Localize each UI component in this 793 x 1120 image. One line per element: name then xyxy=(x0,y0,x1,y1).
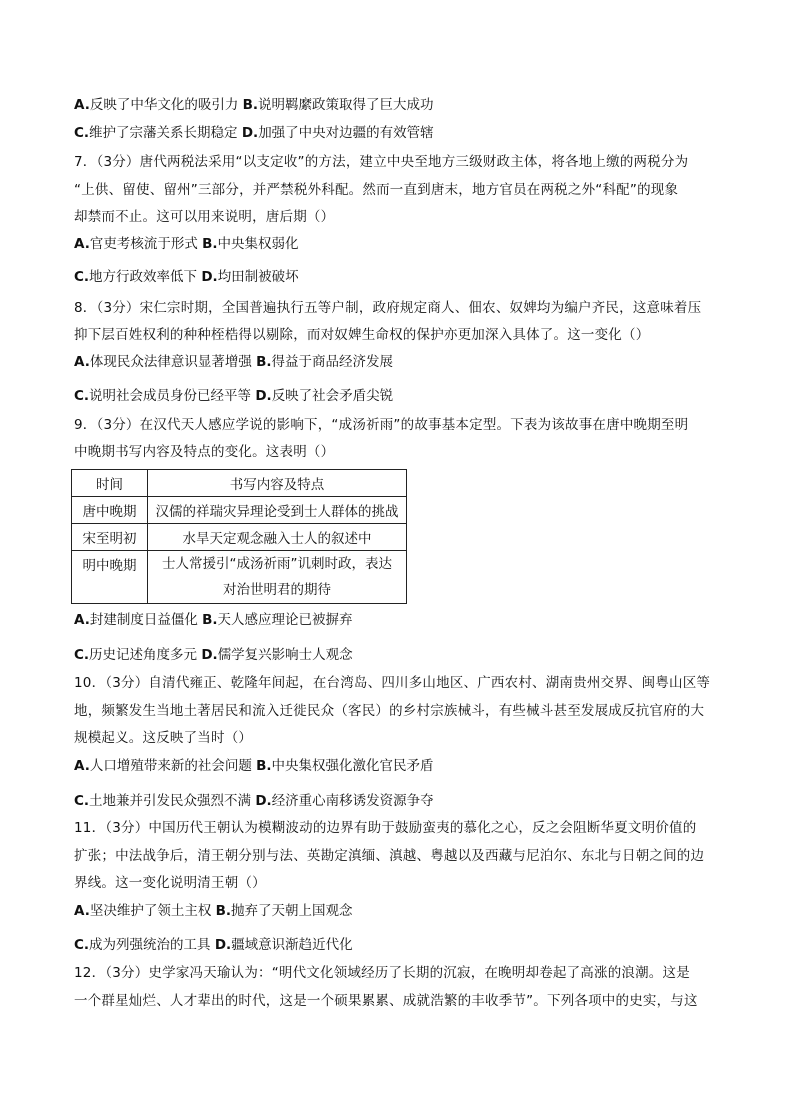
q10-stem-line2: 地，频繁发生当地土著居民和流入迁徙民众（客民）的乡村宗族械斗，有些械斗甚至发展成反抗官府的大 xyxy=(74,703,705,719)
q11-option-d: 疆域意识渐趋近代化 xyxy=(231,937,353,953)
q10-option-c: 土地兼并引发民众强烈不满 xyxy=(89,793,252,809)
q7-option-c: 地方行政效率低下 xyxy=(89,269,198,285)
q9-option-b: 天人感应理论已被摒弃 xyxy=(217,612,353,628)
q11-option-b: 抛弃了天朝上国观念 xyxy=(231,903,353,919)
q9-option-c: 历史记述角度多元 xyxy=(89,647,198,663)
q10-options-cd xyxy=(74,791,724,811)
q9-option-a: 封建制度日益僵化 xyxy=(89,612,198,628)
q11-options-cd xyxy=(74,935,724,955)
q7-option-a: 官吏考核流于形式 xyxy=(89,236,198,252)
q8-options-cd xyxy=(74,386,724,406)
q10-stem-line3: 规模起义。这反映了当时（） xyxy=(74,730,253,746)
q11-option-a-label: A. xyxy=(74,903,90,919)
q9-option-a-label: A. xyxy=(74,612,90,628)
table-cell-content-line1: 士人常援引“成汤祈雨”讥刺时政，表达 xyxy=(162,556,392,572)
q7-options-ab xyxy=(74,234,724,254)
q10-option-d-label: D. xyxy=(255,793,272,809)
q6-option-b: 说明羁縻政策取得了巨大成功 xyxy=(258,97,434,113)
q8-stem-line1: 8．（3分）宋仁宗时期，全国普遍执行五等户制，政府规定商人、佃农、奴婢均为编户齐民，这意味着压 xyxy=(74,300,702,316)
q6-option-d: 加强了中央对边疆的有效管辖 xyxy=(258,125,434,141)
q9-option-c-label: C. xyxy=(74,647,90,663)
q11-option-d-label: D. xyxy=(214,937,232,953)
q11-stem-line3: 界线。这一变化说明清王朝（） xyxy=(74,875,266,891)
q8-option-b: 得益于商品经济发展 xyxy=(271,354,394,370)
q10-option-b: 中央集权强化激化官民矛盾 xyxy=(271,758,434,774)
q10-option-d: 经济重心南移诱发资源争夺 xyxy=(271,793,434,809)
q7-options-cd xyxy=(74,267,724,287)
q9-table xyxy=(71,469,407,604)
q6-option-a: 反映了中华文化的吸引力 xyxy=(89,97,239,113)
table-cell-period: 宋至明初 xyxy=(72,524,148,551)
q7-option-d: 均田制被破坏 xyxy=(217,269,299,285)
q8-options-ab xyxy=(74,352,724,372)
table-cell-period: 明中晚期 xyxy=(72,551,148,604)
q7-option-c-label: C. xyxy=(74,269,90,285)
q9-options-ab xyxy=(74,610,724,630)
q12-stem-line1: 12．（3分）史学家冯天瑜认为：“明代文化领域经历了长期的沉寂，在晚明却卷起了高涨的浪潮。这是 xyxy=(74,965,690,981)
q10-option-a-label: A. xyxy=(74,758,90,774)
q9-option-d-label: D. xyxy=(201,647,218,663)
table-header-time: 时间 xyxy=(72,470,148,497)
table-cell-period: 唐中晚期 xyxy=(72,497,148,524)
q9-stem-line1: 9．（3分）在汉代天人感应学说的影响下，“成汤祈雨”的故事基本定型。下表为该故事在唐中晚期至明 xyxy=(74,417,689,433)
q11-option-c-label: C. xyxy=(74,937,90,953)
q7-stem-line1: 7．（3分）唐代两税法采用“以支定收”的方法，建立中央至地方三级财政主体，将各地上缴的两税分为 xyxy=(74,154,689,170)
table-row xyxy=(72,524,407,551)
q8-option-a: 体现民众法律意识显著增强 xyxy=(89,354,252,370)
q7-option-d-label: D. xyxy=(201,269,218,285)
q11-stem-line1: 11．（3分）中国历代王朝认为模糊波动的边界有助于鼓励蛮夷的慕化之心，反之会阻断华夏文明价值的 xyxy=(74,820,697,836)
table-header-content: 书写内容及特点 xyxy=(148,470,407,497)
q10-stem-line1: 10．（3分）自清代雍正、乾隆年间起，在台湾岛、四川多山地区、广西农村、湖南贵州交界、闽粤山区等 xyxy=(74,675,711,691)
q6-options-cd xyxy=(74,123,724,143)
table-cell-content: 汉儒的祥瑞灾异理论受到士人群体的挑战 xyxy=(148,497,407,524)
q8-option-d-label: D. xyxy=(255,388,272,404)
table-row xyxy=(72,551,407,604)
q11-option-b-label: B. xyxy=(215,903,232,919)
q6-option-b-label: B. xyxy=(242,97,259,113)
q12-stem-line2: 一个群星灿烂、人才辈出的时代，这是一个硕果累累、成就浩繁的丰收季节”。下列各项中的史实，与这 xyxy=(74,993,698,1009)
q6-option-d-label: D. xyxy=(241,125,259,141)
q11-option-c: 成为列强统治的工具 xyxy=(89,937,211,953)
q8-option-c: 说明社会成员身份已经平等 xyxy=(89,388,252,404)
q7-option-b: 中央集权弱化 xyxy=(217,236,299,252)
q7-option-b-label: B. xyxy=(202,236,218,252)
table-cell-content-line2: 对治世明君的期待 xyxy=(223,582,331,598)
q7-option-a-label: A. xyxy=(74,236,90,252)
q8-stem-line2: 抑下层百姓权利的种种桎梏得以剔除，而对奴婢生命权的保护亦更加深入具体了。这一变化（） xyxy=(74,327,650,343)
q10-option-a: 人口增殖带来新的社会问题 xyxy=(89,758,252,774)
q7-stem-line3: 却禁而不止。这可以用来说明，唐后期（） xyxy=(74,209,335,225)
table-header-row xyxy=(72,470,407,497)
table-cell-content xyxy=(148,551,407,604)
q8-option-b-label: B. xyxy=(256,354,272,370)
q9-stem-line2: 中晚期书写内容及特点的变化。这表明（） xyxy=(74,444,335,460)
table-row xyxy=(72,497,407,524)
q10-options-ab xyxy=(74,756,724,776)
q6-option-a-label: A. xyxy=(74,97,90,113)
q8-option-a-label: A. xyxy=(74,354,90,370)
q9-option-d: 儒学复兴影响士人观念 xyxy=(217,647,353,663)
q11-options-ab xyxy=(74,901,724,921)
q9-options-cd xyxy=(74,645,724,665)
q10-option-c-label: C. xyxy=(74,793,90,809)
q11-option-a: 坚决维护了领土主权 xyxy=(89,903,212,919)
q9-option-b-label: B. xyxy=(202,612,218,628)
q8-option-c-label: C. xyxy=(74,388,90,404)
q7-stem-line2: “上供、留使、留州”三部分，并严禁税外科配。然而一直到唐末，地方官员在两税之外“科配”的现象 xyxy=(74,182,679,198)
q11-stem-line2: 扩张；中法战争后，清王朝分别与法、英勘定滇缅、滇越、粤越以及西藏与尼泊尔、东北与日朝之间的边 xyxy=(74,848,705,864)
table-cell-content: 水旱天定观念融入士人的叙述中 xyxy=(148,524,407,551)
q6-options-ab xyxy=(74,95,724,115)
q10-option-b-label: B. xyxy=(256,758,272,774)
q8-option-d: 反映了社会矛盾尖锐 xyxy=(271,388,394,404)
q6-option-c-label: C. xyxy=(74,125,90,141)
q6-option-c: 维护了宗藩关系长期稳定 xyxy=(89,125,238,141)
